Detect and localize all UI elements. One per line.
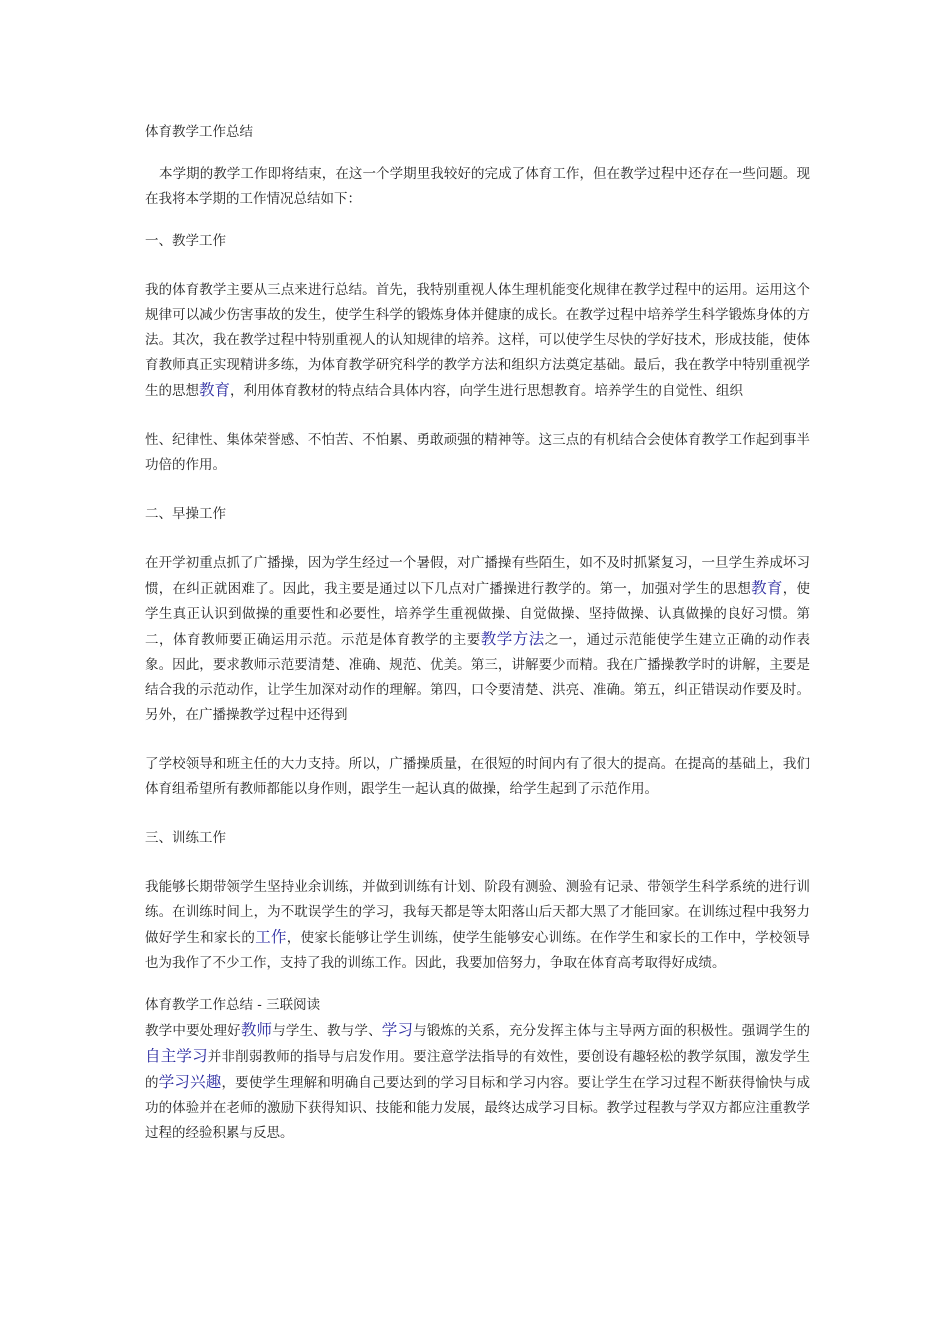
keyword-link-learning-interest[interactable]: 学习兴趣 bbox=[158, 1073, 222, 1091]
text-run: 之一，通过示范能使学生建立正确的动作表象。因此，要求教师示范要清楚、准确、规范、优美。第三，讲解要少而精。我在广播操教学时的讲解，主要是结合我的示范动作，让学生加深对动作的理解。第四，口令要清楚、洪亮、准确。第五，纠正错误动作要及时。另外，在广播操教学过程中还得到 bbox=[145, 632, 811, 723]
keyword-link-education[interactable]: 教育 bbox=[751, 579, 783, 597]
text-run: 并非削弱教师的指导与启发作用。要注意学法指导的有效性，要创设有趣轻松的教学氛围，激发学生的 bbox=[145, 1049, 810, 1091]
section-heading-teaching: 一、教学工作 bbox=[145, 233, 226, 249]
training-paragraph bbox=[145, 875, 810, 976]
keyword-link-self-study[interactable]: 自主学习 bbox=[145, 1047, 208, 1065]
document-title: 体育教学工作总结 bbox=[145, 124, 253, 140]
keyword-link-teacher[interactable]: 教师 bbox=[240, 1021, 273, 1039]
intro-paragraph: 本学期的教学工作即将结束，在这一个学期里我较好的完成了体育工作，但在教学过程中还存在一些问题。现在我将本学期的工作情况总结如下： bbox=[145, 166, 810, 207]
document-body bbox=[145, 120, 810, 1146]
section-heading-morning-exercise: 二、早操工作 bbox=[145, 506, 226, 522]
text-run: 与锻炼的关系，充分发挥主体与主导两方面的积极性。强调学生的 bbox=[413, 1023, 810, 1039]
text-run: 我能够长期带领学生坚持业余训练，并做到训练有计划、阶段有测验、测验有记录、带领学生科学系统的进行训练。在训练时间上，为不耽误学生的学习，我每天都是等太阳落山后天都大黑了才能回家。在训练过程中我努力做好学生和家长的 bbox=[145, 879, 810, 946]
teaching-paragraph-1 bbox=[145, 278, 810, 404]
reading-heading: 体育教学工作总结 - 三联阅读 bbox=[145, 997, 321, 1013]
morning-exercise-paragraph-2: 了学校领导和班主任的大力支持。所以，广播操质量，在很短的时间内有了很大的提高。在提高的基础上，我们体育组希望所有教师都能以身作则，跟学生一起认真的做操，给学生起到了示范作用。 bbox=[145, 756, 810, 797]
keyword-link-work[interactable]: 工作 bbox=[255, 928, 287, 946]
text-run: 教学中要处理好 bbox=[145, 1023, 241, 1039]
morning-exercise-paragraph-1 bbox=[145, 551, 810, 728]
teaching-paragraph-2: 性、纪律性、集体荣誉感、不怕苦、不怕累、勇敢顽强的精神等。这三点的有机结合会使体育教学工作起到事半功倍的作用。 bbox=[145, 432, 810, 473]
section-heading-training: 三、训练工作 bbox=[145, 830, 226, 846]
text-run: ，要使学生理解和明确自己要达到的学习目标和学习内容。要让学生在学习过程不断获得愉快与成功的体验并在老师的激励下获得知识、技能和能力发展，最终达成学习目标。教学过程教与学双方都应注重教学过程的经验积累与反思。 bbox=[145, 1075, 810, 1141]
text-run: 我的体育教学主要从三点来进行总结。首先，我特别重视人体生理机能变化规律在教学过程中的运用。运用这个规律可以减少伤害事故的发生，使学生科学的锻炼身体并健康的成长。在教学过程中培养学生科学锻炼身体的方法。其次，我在教学过程中特别重视人的认知规律的培养。这样，可以使学生尽快的学好技术，形成技能，使体育教师真正实现精讲多练，为体育教学研究科学的教学方法和组织方法奠定基础。最后，我在教学中特别重视学生的思想 bbox=[145, 282, 810, 399]
keyword-link-teaching-method[interactable]: 教学方法 bbox=[480, 630, 545, 648]
text-run: ，使学生真正认识到做操的重要性和必要性，培养学生重视做操、自觉做操、坚持做操、认真做操的良好习惯。第二，体育教师要正确运用示范。示范是体育教学的主要 bbox=[145, 581, 810, 648]
text-run: ，使家长能够让学生训练，使学生能够安心训练。在作学生和家长的工作中，学校领导也为我作了不少工作，支持了我的训练工作。因此，我要加倍努力，争取在体育高考取得好成绩。 bbox=[145, 930, 811, 971]
keyword-link-study[interactable]: 学习 bbox=[381, 1021, 414, 1039]
text-run: 与学生、教与学、 bbox=[272, 1023, 382, 1039]
text-run: 在开学初重点抓了广播操，因为学生经过一个暑假，对广播操有些陌生，如不及时抓紧复习，一旦学生养成坏习惯，在纠正就困难了。因此，我主要是通过以下几点对广播操进行教学的。第一，加强对学生的思想 bbox=[145, 555, 810, 597]
text-run: ，利用体育教材的特点结合具体内容，向学生进行思想教育。培养学生的自觉性、组织 bbox=[230, 383, 744, 399]
keyword-link-education[interactable]: 教育 bbox=[199, 381, 231, 399]
reading-paragraph bbox=[145, 1018, 810, 1146]
